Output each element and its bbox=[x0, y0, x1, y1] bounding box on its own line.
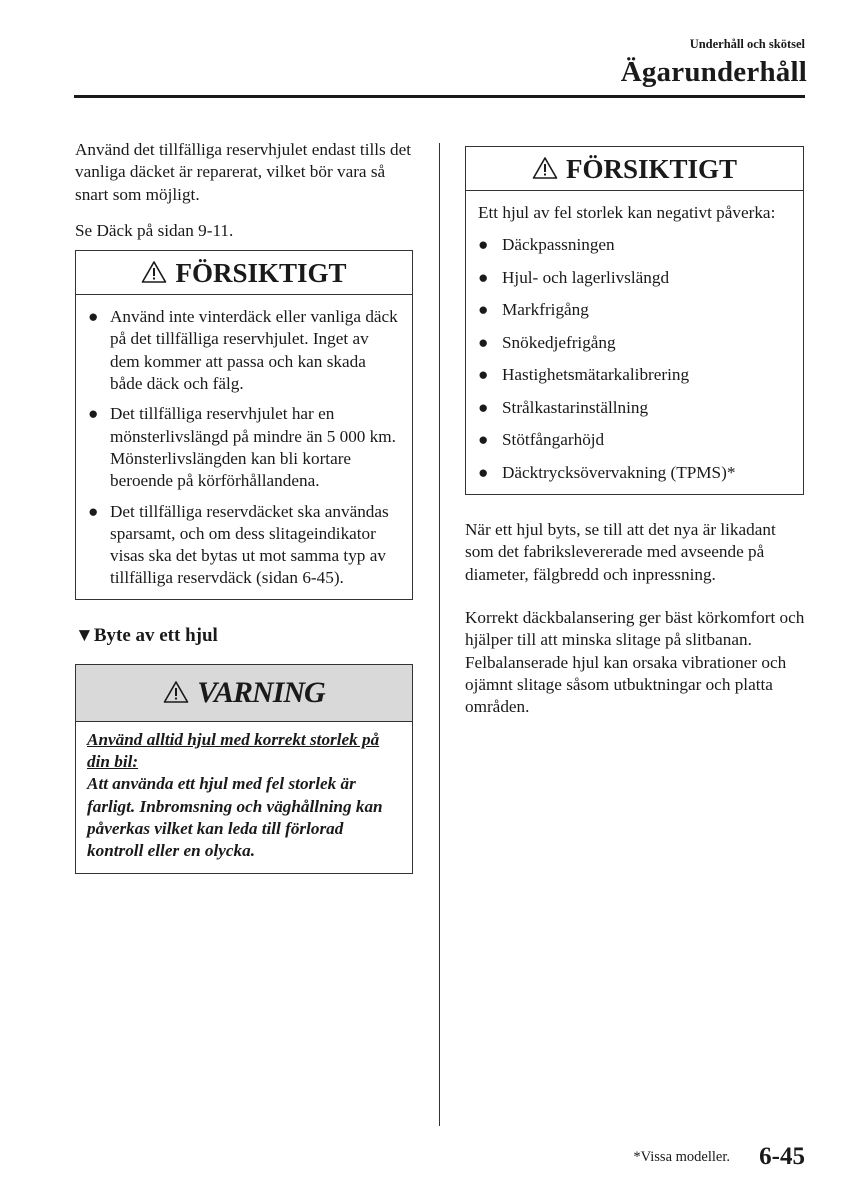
caution-title: FÖRSIKTIGT bbox=[565, 154, 738, 184]
see-reference: Se Däck på sidan 9-11. bbox=[75, 220, 234, 240]
header-divider bbox=[74, 95, 805, 98]
caution-box bbox=[75, 250, 413, 600]
warning-triangle-icon bbox=[163, 667, 189, 723]
bullet-icon: ● bbox=[88, 307, 99, 327]
body-paragraph: Korrekt däckbalansering ger bäst körkomfort och hjälper till att minska slitage på slitbanan. Felbalanserade hjul kan orsaka vibrationer och ojämnt slitage såsom utbuktningar och platta områden. bbox=[465, 608, 805, 717]
bullet-icon: ● bbox=[478, 397, 489, 417]
bullet-icon: ● bbox=[478, 462, 489, 482]
caution-header bbox=[76, 251, 412, 295]
list-item: ● Däckpassningen bbox=[466, 234, 793, 256]
warning-text: Att använda ett hjul med fel storlek är farligt. Inbromsning och väghållning kan påverkas vilket kan leda till förlorad kontroll eller en olycka. bbox=[87, 774, 383, 861]
body-paragraph: När ett hjul byts, se till att det nya är likadant som det fabrikslevererade med avseende på diameter, fälgbredd och inpressning. bbox=[465, 520, 776, 584]
warning-triangle-icon bbox=[532, 149, 558, 193]
page-number: 6-45 bbox=[759, 1143, 805, 1170]
bullet-icon: ● bbox=[478, 267, 489, 287]
list-item: ● Det tillfälliga reservdäcket ska användas sparsamt, och om dess slitageindikator visas ska det bytas ut mot samma typ av tillfälliga reservdäck (sidan 6-45). bbox=[88, 501, 389, 588]
list-item: ● Hjul- och lagerlivslängd bbox=[466, 267, 793, 289]
bullet-icon: ● bbox=[88, 501, 99, 521]
caution-list bbox=[466, 224, 803, 484]
list-item: ● Markfrigång bbox=[466, 299, 793, 321]
list-item: ● Använd inte vinterdäck eller vanliga däck på det tillfälliga reservhjulet. Inget av dem kommer att passa och kan skada både däck och fälg. bbox=[88, 307, 398, 394]
left-column bbox=[75, 139, 415, 874]
list-item: ● Det tillfälliga reservhjulet har en mönsterlivslängd på mindre än 5 000 km. Mönsterlivslängden kan bli kortare beroende på körförhållandena. bbox=[88, 404, 396, 491]
list-item: ● Däcktrycksövervakning (TPMS)* bbox=[466, 462, 793, 484]
column-divider bbox=[439, 143, 440, 1126]
caution-box bbox=[465, 146, 804, 495]
footnote: *Vissa modeller. bbox=[633, 1149, 730, 1165]
bullet-icon: ● bbox=[478, 300, 489, 320]
warning-body bbox=[76, 722, 412, 873]
right-column bbox=[465, 146, 805, 719]
warning-box bbox=[75, 664, 413, 874]
page-title: Ägarunderhåll bbox=[620, 56, 807, 88]
bullet-icon: ● bbox=[478, 332, 489, 352]
bullet-icon: ● bbox=[478, 235, 489, 255]
bullet-icon: ● bbox=[88, 404, 99, 424]
caution-intro: Ett hjul av fel storlek kan negativt påverka: bbox=[478, 203, 776, 222]
intro-paragraph: Använd det tillfälliga reservhjulet endast tills det vanliga däcket är reparerat, vilket bör vara så snart som möjligt. bbox=[75, 140, 412, 204]
warning-header bbox=[76, 665, 412, 722]
bullet-icon: ● bbox=[478, 365, 489, 385]
warning-subtitle: Använd alltid hjul med korrekt storlek på din bil: bbox=[87, 729, 380, 772]
list-item: ● Strålkastarinställning bbox=[466, 397, 793, 419]
caution-header bbox=[466, 147, 803, 191]
section-triangle-icon: ▼ bbox=[75, 624, 94, 646]
list-item: ● Snökedjefrigång bbox=[466, 332, 793, 354]
warning-triangle-icon bbox=[141, 253, 167, 297]
warning-title: VARNING bbox=[197, 675, 325, 709]
caution-list bbox=[76, 295, 412, 599]
list-item: ● Stötfångarhöjd bbox=[466, 429, 793, 451]
section-label: Underhåll och skötsel bbox=[689, 37, 805, 51]
list-item: ● Hastighetsmätarkalibrering bbox=[466, 364, 793, 386]
caution-title: FÖRSIKTIGT bbox=[175, 258, 347, 289]
section-heading: ▼Byte av ett hjul bbox=[75, 624, 218, 646]
bullet-icon: ● bbox=[478, 430, 489, 450]
